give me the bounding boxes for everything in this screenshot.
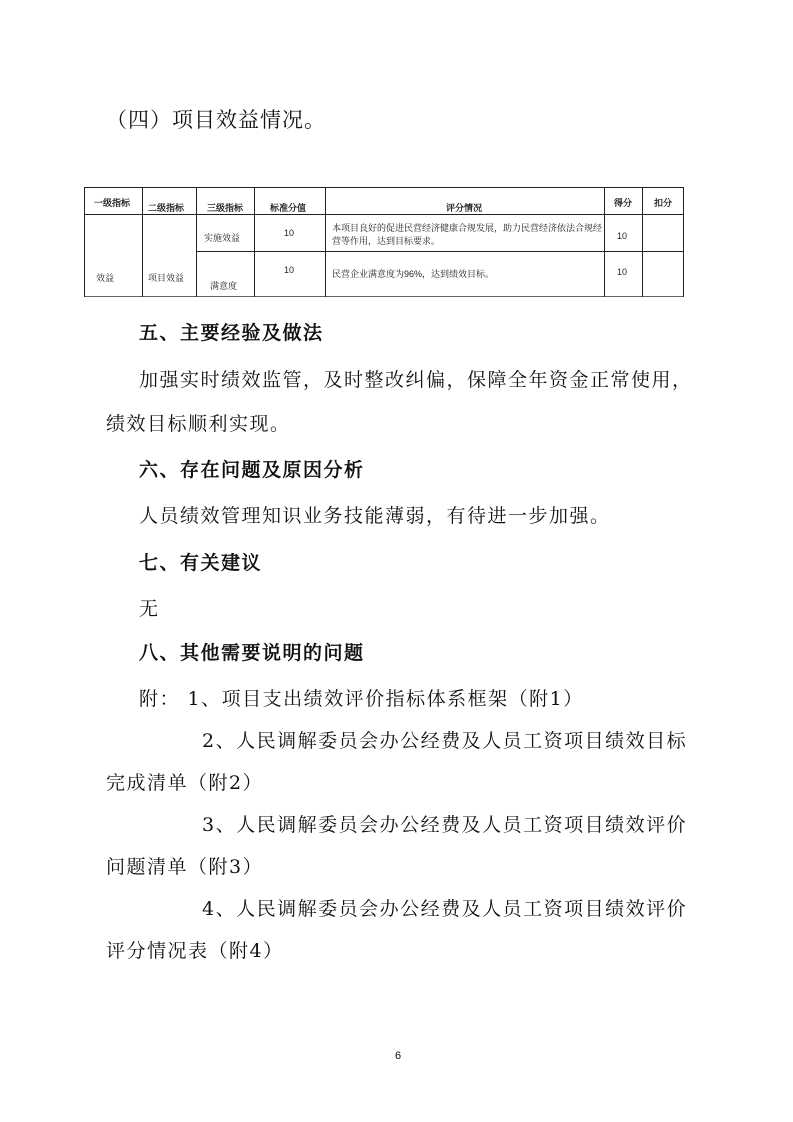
header-evaluation: 评分情况: [446, 203, 483, 213]
row1-evaluation: 本项目良好的促进民营经济健康合规发展，助力民营经济依法合规经营等作用，达到目标要求。: [332, 223, 603, 246]
attachment-2-line1: 2、人民调解委员会办公经费及人员工资项目绩效目标: [202, 730, 688, 752]
section7-title: 七、有关建议: [139, 552, 263, 574]
header-level1: 一级指标: [94, 198, 131, 208]
attachment-4-line2: 评分情况表（附4）: [106, 940, 284, 962]
row2-evaluation: 民营企业满意度为96%，达到绩效目标。: [332, 269, 495, 279]
section5-body-line1: 加强实时绩效监管，及时整改纠偏，保障全年资金正常使用，: [139, 369, 693, 391]
row2-score: 10: [617, 267, 628, 277]
row1-level3: 实施效益: [204, 233, 241, 243]
section4-title: （四）项目效益情况。: [106, 108, 326, 132]
row2-level3: 满意度: [210, 281, 238, 291]
section5-body-line2: 绩效目标顺利实现。: [106, 413, 291, 435]
section6-body: 人员绩效管理知识业务技能薄弱，有待进一步加强。: [139, 505, 611, 527]
header-deduction: 扣分: [654, 198, 673, 208]
section8-title: 八、其他需要说明的问题: [139, 642, 365, 664]
row1-score: 10: [617, 231, 628, 241]
page-number: 6: [395, 1050, 402, 1062]
attachment-4-line1: 4、人民调解委员会办公经费及人员工资项目绩效评价: [202, 898, 688, 920]
cell-level2: 项目效益: [148, 273, 185, 283]
section7-body: 无: [139, 598, 160, 620]
section5-title: 五、主要经验及做法: [139, 322, 324, 344]
header-level2: 二级指标: [148, 203, 185, 213]
benefit-table: [84, 187, 684, 297]
section6-title: 六、存在问题及原因分析: [139, 459, 365, 481]
attachment-1: 附： 1、项目支出绩效评价指标体系框架（附1）: [139, 688, 584, 710]
attachment-3-line2: 问题清单（附3）: [106, 856, 264, 878]
row1-standard: 10: [284, 228, 295, 238]
row2-standard: 10: [284, 265, 295, 275]
header-score: 得分: [614, 198, 633, 208]
attachment-3-line1: 3、人民调解委员会办公经费及人员工资项目绩效评价: [202, 814, 688, 836]
header-level3: 三级指标: [207, 203, 244, 213]
attachment-2-line2: 完成清单（附2）: [106, 772, 264, 794]
cell-level1: 效益: [96, 273, 115, 283]
header-standard: 标准分值: [270, 203, 307, 213]
